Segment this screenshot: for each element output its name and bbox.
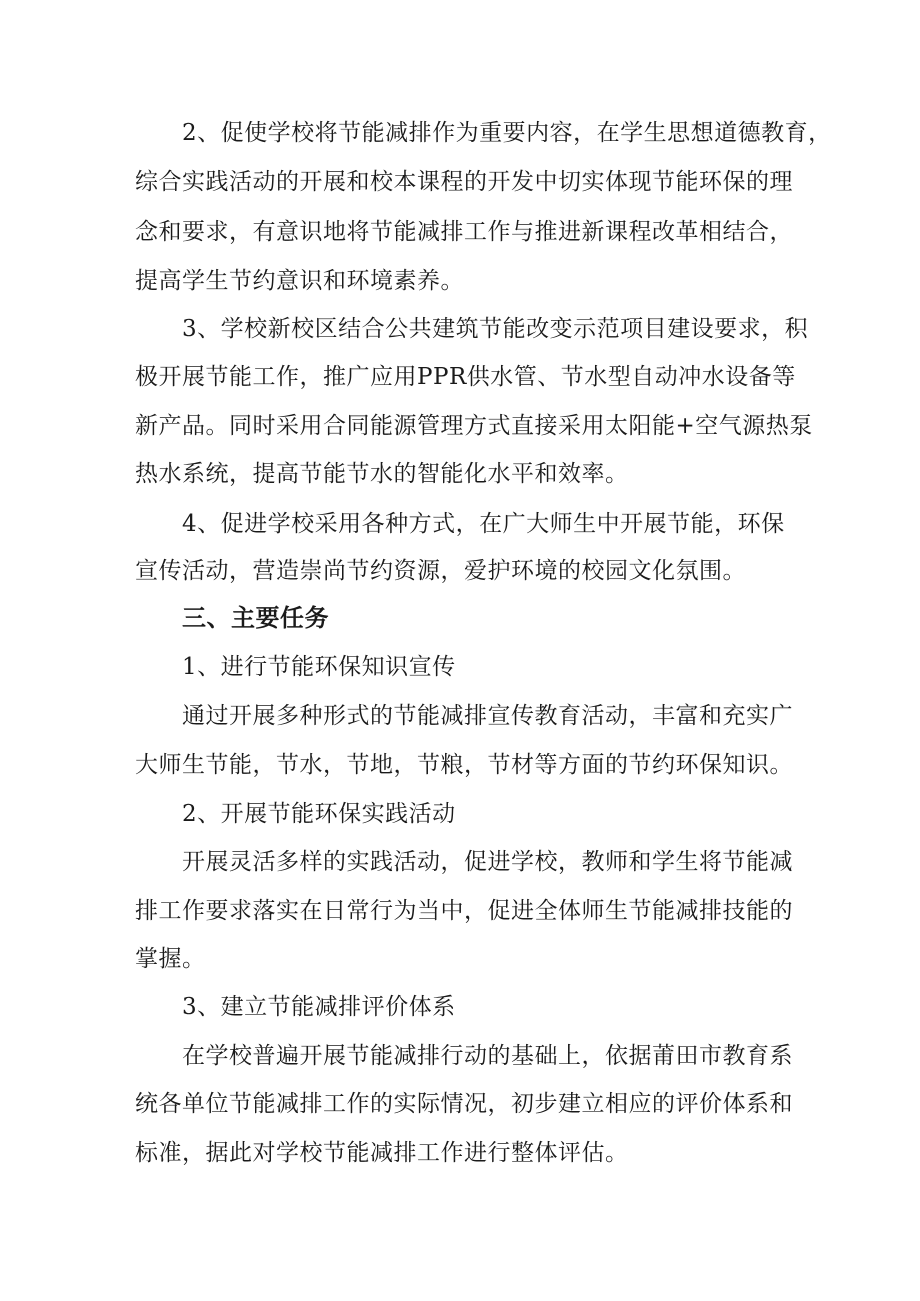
paragraph-3-line-4: 热水系统，提高节能节水的智能化水平和效率。 — [135, 461, 629, 487]
task-1-line-1: 通过开展多种形式的节能减排宣传教育活动，丰富和充实广 — [182, 703, 793, 729]
paragraph-2-line-3: 念和要求，有意识地将节能减排工作与推进新课程改革相结合， — [135, 219, 793, 245]
paragraph-3-line-2: 极开展节能工作，推广应用PPR供水管、节水型自动冲水设备等 — [135, 364, 796, 390]
task-2-line-3: 掌握。 — [135, 946, 206, 972]
task-2-title: 2、开展节能环保实践活动 — [182, 801, 456, 827]
task-2-line-2: 排工作要求落实在日常行为当中，促进全体师生节能减排技能的 — [135, 898, 793, 924]
paragraph-2-line-1: 2、促使学校将节能减排作为重要内容，在学生思想道德教育， — [182, 120, 832, 146]
paragraph-4-line-2: 宣传活动，营造崇尚节约资源，爱护环境的校园文化氛围。 — [135, 558, 746, 584]
paragraph-2-line-2: 综合实践活动的开展和校本课程的开发中切实体现节能环保的理 — [135, 169, 793, 195]
section-heading: 三、主要任务 — [182, 604, 329, 632]
task-1-line-2: 大师生节能，节水，节地，节粮，节材等方面的节约环保知识。 — [135, 752, 793, 778]
paragraph-3-line-3: 新产品。同时采用合同能源管理方式直接采用太阳能+空气源热泵 — [135, 413, 813, 439]
paragraph-2-line-4: 提高学生节约意识和环境素养。 — [135, 268, 464, 294]
task-3-line-2: 统各单位节能减排工作的实际情况，初步建立相应的评价体系和 — [135, 1091, 793, 1117]
paragraph-4-line-1: 4、促进学校采用各种方式，在广大师生中开展节能，环保 — [182, 511, 785, 537]
task-2-line-1: 开展灵活多样的实践活动，促进学校，教师和学生将节能减 — [182, 849, 793, 875]
paragraph-3-line-1: 3、学校新校区结合公共建筑节能改变示范项目建设要求，积 — [182, 316, 809, 342]
task-3-line-3: 标准，据此对学校节能减排工作进行整体评估。 — [135, 1140, 629, 1166]
task-3-title: 3、建立节能减排评价体系 — [182, 994, 456, 1020]
task-3-line-1: 在学校普遍开展节能减排行动的基础上，依据莆田市教育系 — [182, 1043, 793, 1069]
task-1-title: 1、进行节能环保知识宣传 — [182, 654, 456, 680]
